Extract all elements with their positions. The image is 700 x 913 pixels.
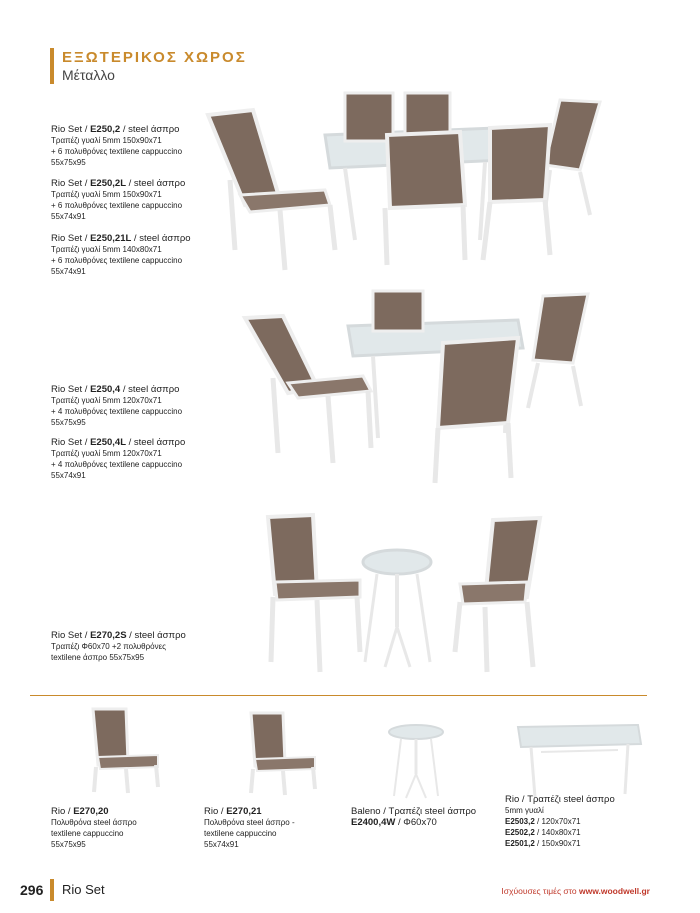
footer-title: Rio Set <box>62 882 105 897</box>
product-rio-set-e250-2l: Rio Set / E250,2L / steel άσπρο Τραπέζι γυαλί 5mm 150x90x71 + 6 πολυθρόνες textilene cappuccino 55x74x91 <box>51 178 186 221</box>
product-rio-e270-20: Rio / E270,20 Πολυθρόνα steel άσπρο textilene cappuccino 55x75x95 <box>51 806 137 849</box>
product-rio-set-e250-2: Rio Set / E250,2 / steel άσπρο Τραπέζι γυαλί 5mm 150x90x71 + 6 πολυθρόνες textilene cappuccino 55x75x95 <box>51 124 183 167</box>
section-divider <box>30 695 647 696</box>
footer-accent-bar <box>50 879 54 901</box>
product-rio-tables: Rio / Τραπέζι steel άσπρο 5mm γυαλί E2503,2 / 120x70x71 E2502,2 / 140x80x71 E2501,2 / 150x90x71 <box>505 794 615 848</box>
baleno-table-image <box>386 724 446 799</box>
rio-chair-e270-21-image <box>243 711 323 796</box>
page-title: ΕΞΩΤΕΡΙΚΟΣ ΧΩΡΟΣ <box>62 49 247 66</box>
footer-price-note: Ισχύουσες τιμές στο www.woodwell.gr <box>501 886 650 896</box>
product-rio-set-e250-4: Rio Set / E250,4 / steel άσπρο Τραπέζι γυαλί 5mm 120x70x71 + 4 πολυθρόνες textilene cappuccino 55x75x95 <box>51 384 183 427</box>
page-number: 296 <box>20 882 44 898</box>
product-baleno-e2400-4w: Baleno / Τραπέζι steel άσπρο E2400,4W / Φ60x70 <box>351 806 477 828</box>
product-rio-set-e250-21l: Rio Set / E250,21L / steel άσπρο Τραπέζι γυαλί 5mm 140x80x71 + 6 πολυθρόνες textilene cappuccino 55x74x91 <box>51 233 191 276</box>
page-subtitle: Μέταλλο <box>62 67 115 83</box>
rio-set-2-chairs-image <box>265 512 565 677</box>
product-rio-set-e250-4l: Rio Set / E250,4L / steel άσπρο Τραπέζι γυαλί 5mm 120x70x71 + 4 πολυθρόνες textilene cappuccino 55x74x91 <box>51 437 186 480</box>
rio-set-6-chairs-image <box>205 90 605 275</box>
header-accent-bar <box>50 48 54 84</box>
rio-table-image <box>513 722 643 802</box>
rio-set-4-chairs-image <box>243 288 593 488</box>
rio-chair-e270-20-image <box>88 707 168 795</box>
website-link[interactable]: www.woodwell.gr <box>579 886 650 896</box>
product-rio-set-e270-2s: Rio Set / E270,2S / steel άσπρο Τραπέζι Φ60x70 +2 πολυθρόνες textilene άσπρο 55x75x95 <box>51 630 186 662</box>
product-rio-e270-21: Rio / E270,21 Πολυθρόνα steel άσπρο - textilene cappuccino 55x74x91 <box>204 806 295 849</box>
